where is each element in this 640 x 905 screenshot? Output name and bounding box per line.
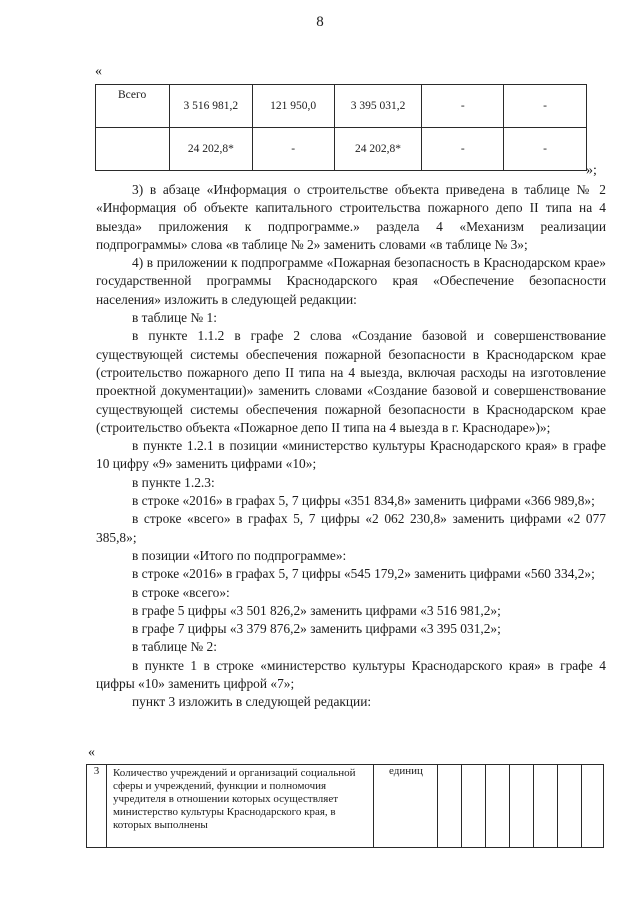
budget-table [95, 84, 587, 171]
table-cell [510, 765, 534, 848]
table-cell [558, 765, 582, 848]
table-cell [582, 765, 604, 848]
indicator-table [86, 764, 604, 848]
indicator-unit: единиц [374, 765, 438, 848]
opening-quote: « [95, 64, 102, 79]
paragraph: в пункте 1 в строке «министерство культуры Краснодарского края» в графе 4 цифры «10» заменить цифрой «7»; [96, 657, 606, 692]
table-cell [462, 765, 486, 848]
paragraph: 4) в приложении к подпрограмме «Пожарная безопасность в Краснодарском крае» государственной программы Краснодарского края «Обеспечение безопасности населения» изложить в следующей редакции: [96, 255, 606, 307]
table-cell: - [422, 85, 504, 128]
paragraph: в позиции «Итого по подпрограмме»: [132, 547, 347, 563]
opening-quote: « [88, 745, 95, 760]
paragraph: в пункте 1.1.2 в графе 2 слова «Создание базовой и совершенствование существующей системы обеспечения пожарной безопасности в Краснодарском крае (строительство пожарного депо II типа на 4 выезда, включая расходы на изготовление проектной документации)» заменить словами «Создание базовой и совершенствование существующей системы обеспечения пожарной безопасности в Краснодарском крае (строительство объекта «Пожарное депо II типа на 4 выезда в г. Краснодаре»)»; [96, 328, 606, 435]
table-row [87, 765, 604, 848]
closing-quote: »; [586, 163, 597, 178]
table-cell: - [504, 85, 587, 128]
table-cell: 3 516 981,2 [169, 85, 252, 128]
page-number: 8 [316, 14, 324, 30]
table-cell: - [422, 128, 504, 171]
table-cell [486, 765, 510, 848]
table-cell: Всего [96, 85, 170, 128]
paragraph: пункт 3 изложить в следующей редакции: [132, 694, 372, 710]
table-cell [96, 128, 170, 171]
paragraph: в графе 7 цифры «3 379 876,2» заменить цифрами «3 395 031,2»; [132, 621, 501, 637]
paragraph: в таблице № 2: [132, 639, 217, 655]
table-cell [534, 765, 558, 848]
paragraph: в графе 5 цифры «3 501 826,2» заменить цифрами «3 516 981,2»; [132, 602, 501, 618]
table-row [96, 85, 587, 128]
table-cell: 24 202,8* [169, 128, 252, 171]
paragraph: в пункте 1.2.1 в позиции «министерство культуры Краснодарского края» в графе 10 цифру «9» заменить цифрами «10»; [96, 438, 606, 472]
row-number: 3 [87, 765, 107, 848]
paragraph: в таблице № 1: [132, 310, 217, 326]
table-cell [438, 765, 462, 848]
table-cell: - [504, 128, 587, 171]
table-row [96, 128, 587, 171]
paragraph: в строке «2016» в графах 5, 7 цифры «351 834,8» заменить цифрами «366 989,8»; [132, 493, 595, 509]
indicator-description: Количество учреждений и организаций социальной сферы и учреждений, функции и полномочия учредителя в отношении которых осуществляет министерство культуры Краснодарского края, в которых выполнены [106, 765, 374, 848]
table-cell: 3 395 031,2 [334, 85, 422, 128]
paragraph: в строке «всего»: [132, 584, 230, 600]
paragraph: в строке «2016» в графах 5, 7 цифры «545 179,2» заменить цифрами «560 334,2»; [132, 566, 595, 582]
paragraph: в пункте 1.2.3: [132, 474, 215, 490]
paragraph: 3) в абзаце «Информация о строительстве объекта приведена в таблице № 2 «Информация об объекте капитального строительства пожарного депо II типа на 4 выезда» приложения к подпрограмме.» раздела 4 «Механизм реализации подпрограммы» слова «в таблице № 2» заменить словами «в таблице № 3»; [96, 182, 606, 252]
body-text [96, 181, 606, 712]
table-cell: 121 950,0 [252, 85, 334, 128]
table-cell: - [252, 128, 334, 171]
paragraph: в строке «всего» в графах 5, 7 цифры «2 062 230,8» заменить цифрами «2 077 385,8»; [96, 511, 606, 545]
table-cell: 24 202,8* [334, 128, 422, 171]
